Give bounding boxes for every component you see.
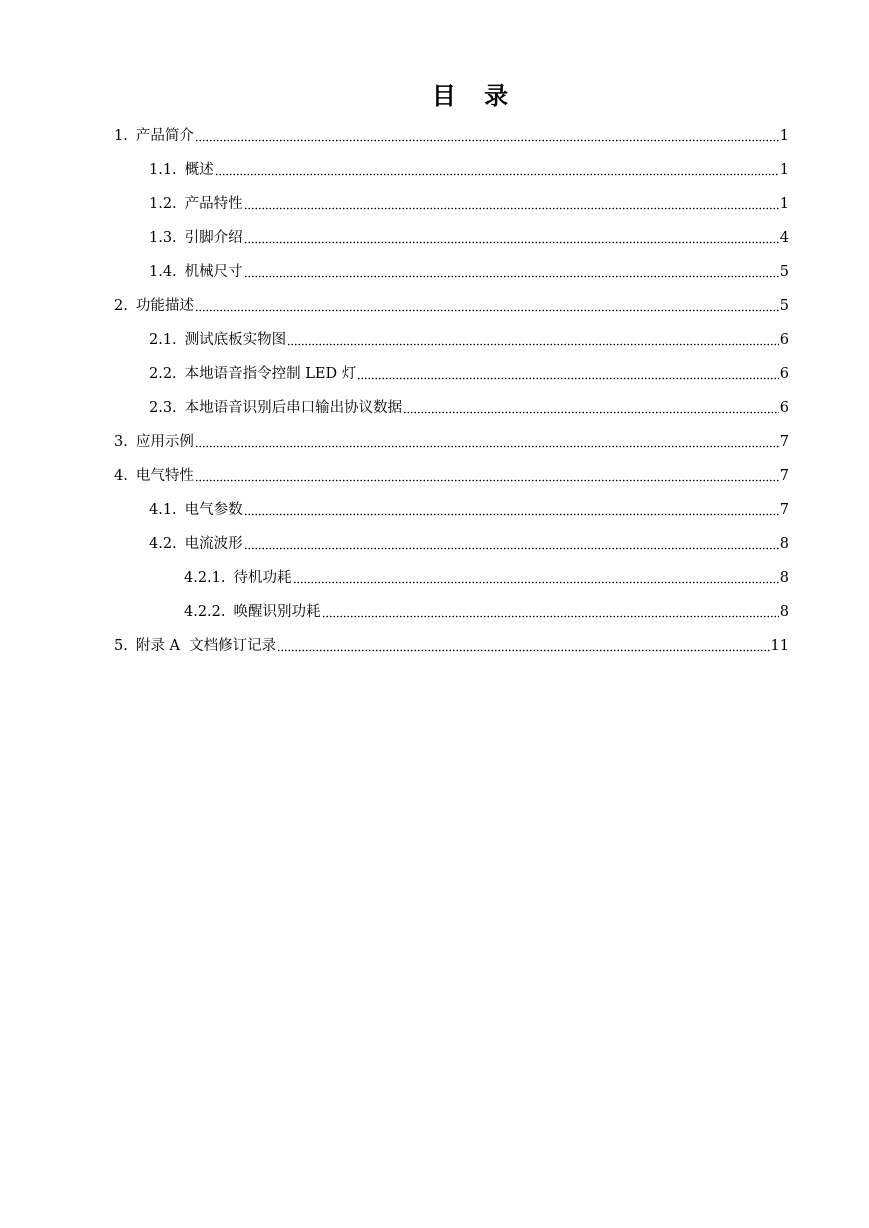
toc-dot-leader xyxy=(195,299,779,313)
toc-entry-number: 1.3. xyxy=(149,230,177,246)
toc-dot-leader xyxy=(244,503,779,517)
toc-entry-page: 8 xyxy=(779,570,789,586)
toc-entry-label: 本地语音识别后串口输出协议数据 xyxy=(184,400,403,416)
toc-entry-number: 4.2. xyxy=(149,536,177,552)
toc-entry-label: 测试底板实物图 xyxy=(184,332,287,348)
toc-entry-label: 产品简介 xyxy=(135,128,194,144)
toc-dot-leader xyxy=(244,537,779,551)
toc-entry-label: 机械尺寸 xyxy=(184,264,243,280)
toc-entry-4[interactable] xyxy=(114,459,789,493)
toc-entry-page: 11 xyxy=(770,638,789,654)
toc-dot-leader xyxy=(244,231,779,245)
toc-dot-leader xyxy=(195,469,779,483)
toc-entry-page: 6 xyxy=(779,400,789,416)
toc-entry-label: 应用示例 xyxy=(135,434,194,450)
toc-entry-4-2-2[interactable] xyxy=(184,595,789,629)
toc-entry-number: 1.2. xyxy=(149,196,177,212)
toc-entry-label: 产品特性 xyxy=(184,196,243,212)
toc-entry-page: 6 xyxy=(779,366,789,382)
toc-entry-page: 5 xyxy=(779,264,789,280)
toc-entry-number: 2.2. xyxy=(149,366,177,382)
toc-entry-page: 7 xyxy=(779,434,789,450)
toc-dot-leader xyxy=(195,435,779,449)
toc-dot-leader xyxy=(215,163,779,177)
toc-entry-label: 电气特性 xyxy=(135,468,194,484)
toc-entry-4-2-1[interactable] xyxy=(184,561,789,595)
toc-entry-1-4[interactable] xyxy=(149,255,789,289)
toc-entry-number: 4. xyxy=(114,468,128,484)
toc-entry-number: 1. xyxy=(114,128,128,144)
toc-entry-page: 7 xyxy=(779,502,789,518)
toc-entry-page: 6 xyxy=(779,332,789,348)
toc-entry-label: 引脚介绍 xyxy=(184,230,243,246)
toc-entry-label: 功能描述 xyxy=(135,298,194,314)
toc-entry-1-3[interactable] xyxy=(149,221,789,255)
toc-entry-3[interactable] xyxy=(114,425,789,459)
toc-entry-number: 5. xyxy=(114,638,128,654)
toc-entry-number: 4.2.1. xyxy=(184,570,226,586)
toc-entry-label: 待机功耗 xyxy=(233,570,292,586)
toc-entry-label: 本地语音指令控制 LED 灯 xyxy=(184,366,357,382)
toc-entry-label: 唤醒识别功耗 xyxy=(233,604,321,620)
toc-dot-leader xyxy=(195,129,779,143)
toc-dot-leader xyxy=(293,571,779,585)
toc-entry-2-1[interactable] xyxy=(149,323,789,357)
toc-entry-number: 4.2.2. xyxy=(184,604,226,620)
toc-entry-page: 8 xyxy=(779,536,789,552)
toc-entry-page: 8 xyxy=(779,604,789,620)
toc-entry-1-2[interactable] xyxy=(149,187,789,221)
toc-dot-leader xyxy=(244,197,779,211)
toc-dot-leader xyxy=(244,265,779,279)
toc-entry-label: 附录 A 文档修订记录 xyxy=(135,638,277,654)
toc-entry-number: 1.4. xyxy=(149,264,177,280)
toc-entry-page: 4 xyxy=(779,230,789,246)
toc-entry-number: 4.1. xyxy=(149,502,177,518)
toc-entry-number: 1.1. xyxy=(149,162,177,178)
toc-title: 目 录 xyxy=(431,82,519,110)
toc-entry-page: 7 xyxy=(779,468,789,484)
toc-dot-leader xyxy=(322,605,779,619)
toc-dot-leader xyxy=(403,401,779,415)
toc-dot-leader xyxy=(357,367,779,381)
toc-entry-5[interactable] xyxy=(114,629,789,663)
toc-entry-page: 1 xyxy=(779,196,789,212)
toc-entry-label: 电流波形 xyxy=(184,536,243,552)
toc-entry-2-2[interactable] xyxy=(149,357,789,391)
toc-entry-label: 概述 xyxy=(184,162,214,178)
toc-entry-2-3[interactable] xyxy=(149,391,789,425)
toc-entry-1[interactable] xyxy=(114,119,789,153)
toc-list xyxy=(0,119,869,663)
toc-entry-number: 2. xyxy=(114,298,128,314)
toc-entry-number: 3. xyxy=(114,434,128,450)
toc-entry-4-2[interactable] xyxy=(149,527,789,561)
toc-dot-leader xyxy=(287,333,779,347)
toc-entry-2[interactable] xyxy=(114,289,789,323)
toc-entry-page: 5 xyxy=(779,298,789,314)
toc-dot-leader xyxy=(277,639,769,653)
toc-entry-4-1[interactable] xyxy=(149,493,789,527)
toc-entry-1-1[interactable] xyxy=(149,153,789,187)
toc-entry-label: 电气参数 xyxy=(184,502,243,518)
toc-entry-page: 1 xyxy=(779,128,789,144)
toc-entry-number: 2.3. xyxy=(149,400,177,416)
toc-entry-page: 1 xyxy=(779,162,789,178)
toc-entry-number: 2.1. xyxy=(149,332,177,348)
